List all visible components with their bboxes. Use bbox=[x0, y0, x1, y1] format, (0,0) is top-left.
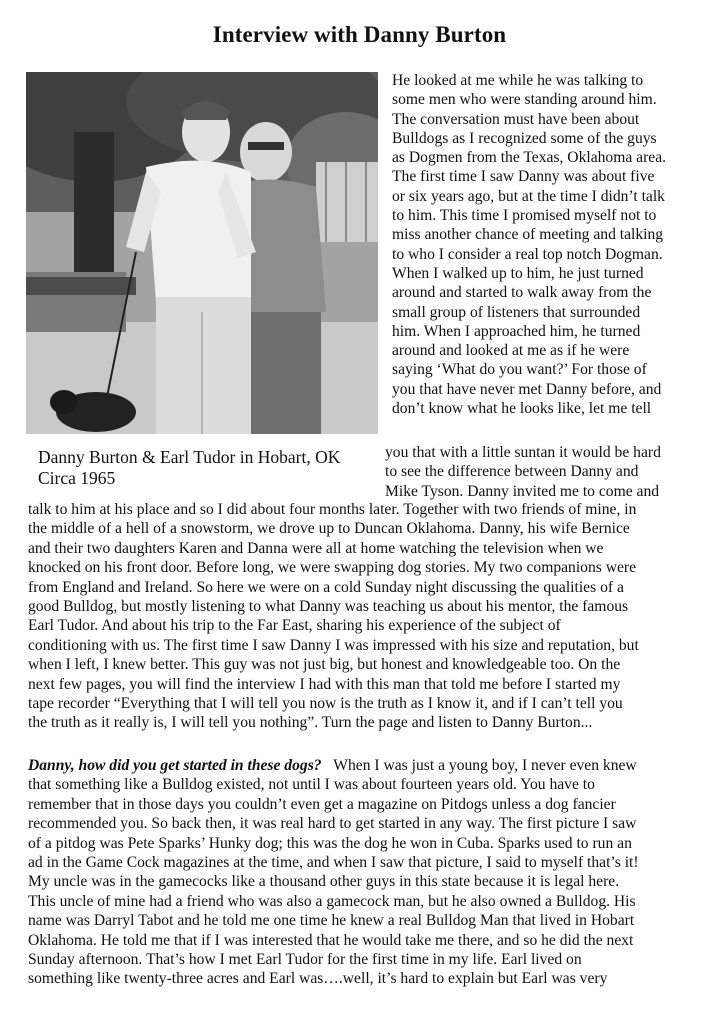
text-line: He looked at me while he was talking to bbox=[392, 72, 644, 89]
text-line: you that with a little suntan it would be hard bbox=[385, 444, 661, 461]
text-line: saying ‘What do you want?’ For those of bbox=[392, 361, 647, 379]
text-line: My uncle was in the gamecocks like a thousand other guys in this state because it is legal here. bbox=[28, 873, 620, 891]
text-line: small group of listeners that surrounded bbox=[392, 303, 641, 321]
text-line: to him. This time I promised myself not to bbox=[392, 207, 657, 225]
text-line: next few pages, you will find the interview I had with this man that told me before I started my bbox=[28, 675, 621, 693]
text-line: conditioning with us. The first time I saw Danny I was impressed with his size and reputation, but bbox=[28, 636, 639, 654]
text-line: the middle of a hell of a snowstorm, we drove up to Duncan Oklahoma. Danny, his wife Bernice bbox=[28, 520, 630, 538]
caption-line: Danny Burton & Earl Tudor in Hobart, OK bbox=[38, 447, 341, 467]
text-line: The conversation must have been about bbox=[392, 110, 640, 128]
page-title: Interview with Danny Burton bbox=[212, 22, 507, 47]
text-line: to see the difference between Danny and bbox=[385, 463, 639, 481]
text-line: name was Darryl Tabot and he told me one time he knew a real Bulldog Man that lived in Hobart bbox=[28, 912, 635, 930]
text-line: talk to him at his place and so I did about four months later. Together with two friends of mine, in bbox=[28, 501, 637, 518]
question-line bbox=[28, 756, 698, 775]
intro-right-column bbox=[392, 71, 697, 418]
text-line: to who I consider a real top notch Dogman. bbox=[392, 245, 663, 263]
photo-danny-burton-earl-tudor bbox=[26, 72, 378, 434]
text-line: This uncle of mine had a friend who was also a gamecock man, but he also owned a Bulldog. His bbox=[28, 892, 636, 910]
text-line: and their two daughters Karen and Danna were all at home watching the television when we bbox=[28, 539, 604, 557]
intro-paragraph bbox=[28, 500, 698, 733]
text-line: him. When I approached him, he turned bbox=[392, 322, 641, 340]
text-line: around and started to walk away from the bbox=[392, 284, 652, 302]
text-line: from England and Ireland. So here we were on a cold Sunday night discussing the qualities of a bbox=[28, 578, 624, 596]
text-line: When I walked up to him, he just turned bbox=[392, 264, 644, 282]
text-line: remember that in those days you couldn’t even get a magazine on Pitdogs unless a dog fancier bbox=[28, 795, 616, 813]
interview-question: Danny, how did you get started in these dogs? bbox=[28, 757, 322, 774]
intro-right-continuation bbox=[385, 443, 700, 501]
text-line: as Dogmen from the Texas, Oklahoma area. bbox=[392, 149, 667, 167]
caption-line: Circa 1965 bbox=[38, 468, 116, 488]
text-line: when I left, I knew better. This guy was not just big, but honest and knowledgeable too. On the bbox=[28, 656, 621, 674]
text-line: good Bulldog, but mostly listening to what Danny was teaching us about his mentor, the famous bbox=[28, 598, 629, 616]
text-line: that something like a Bulldog existed, not until I was about fourteen years old. You have to bbox=[28, 776, 595, 794]
text-line: Bulldogs as I recognized some of the guys bbox=[392, 129, 657, 147]
text-line: you that have never met Danny before, and bbox=[392, 380, 662, 398]
text-line: of a pitdog was Pete Sparks’ Hunky dog; this was the dog he won in Cuba. Sparks used to run an bbox=[28, 834, 632, 852]
interview-qa bbox=[28, 756, 698, 989]
text-line: ad in the Game Cock magazines at the time, and when I saw that picture, I said to myself that’s it! bbox=[28, 854, 639, 872]
text-line: miss another chance of meeting and talking bbox=[392, 226, 664, 244]
text-line: knocked on his front door. Before long, we were swapping dog stories. My two companions were bbox=[28, 559, 637, 577]
answer-start: When I was just a young boy, I never even knew bbox=[333, 757, 637, 774]
text-line: Earl Tudor. And about his trip to the Far East, sharing his experience of the subject of bbox=[28, 617, 561, 635]
text-line: the truth as it really is, I will tell you nothing”. Turn the page and listen to Danny Burton... bbox=[28, 714, 593, 732]
text-line: Mike Tyson. Danny invited me to come and bbox=[385, 482, 660, 500]
text-line: tape recorder “Everything that I will tell you now is the truth as I know it, and if I can’t tell you bbox=[28, 695, 623, 713]
text-line: Oklahoma. He told me that if I was interested that he would take me there, and so he did the next bbox=[28, 931, 634, 949]
text-line: Sunday afternoon. That’s how I met Earl Tudor for the first time in my life. Earl lived on bbox=[28, 951, 582, 969]
text-line: don’t know what he looks like, let me tell bbox=[392, 400, 652, 418]
text-line: or six years ago, but at the time I didn’t talk bbox=[392, 187, 665, 205]
text-line: something like twenty-three acres and Earl was….well, it’s hard to explain but Earl was very bbox=[28, 970, 608, 988]
photo-caption bbox=[38, 447, 378, 489]
text-line: recommended you. So back then, it was real hard to get started in any way. The first picture I saw bbox=[28, 815, 637, 833]
text-line: some men who were standing around him. bbox=[392, 91, 657, 109]
text-line: The first time I saw Danny was about five bbox=[392, 168, 655, 186]
text-line: around and looked at me as if he were bbox=[392, 342, 630, 360]
